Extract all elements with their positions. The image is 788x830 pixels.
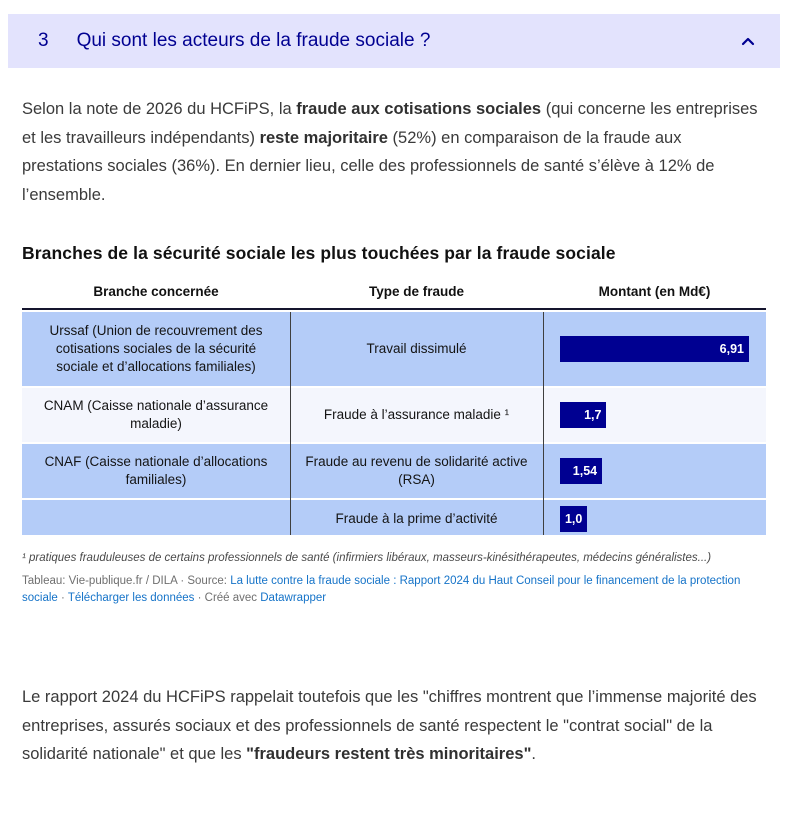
datawrapper-link[interactable]: Datawrapper	[260, 592, 327, 604]
column-header-type: Type de fraude	[368, 284, 465, 299]
bar	[560, 458, 602, 484]
accordion-header[interactable]	[8, 14, 780, 68]
closing-text: Le rapport 2024 du HCFiPS rappelait toutefois que les "chiffres montrent que l’immense majorité des entreprises, assurés sociaux et des professionnels de santé respectent le "contrat social" de la solidarité nationale" et que les	[22, 688, 757, 763]
bar-track	[560, 458, 749, 484]
table-body	[22, 312, 766, 535]
table-row	[22, 386, 766, 442]
cell-branche: CNAF (Caisse nationale d’allocations familiales)	[44, 454, 268, 487]
chart-title: Branches de la sécurité sociale les plus touchées par la fraude sociale	[22, 243, 616, 263]
table-row	[22, 498, 766, 535]
section-title: Qui sont les acteurs de la fraude sociale ?	[76, 30, 431, 51]
cell-branche: Urssaf (Union de recouvrement des cotisations sociales de la sécurité sociale et d’allocations familiales)	[49, 323, 263, 374]
datawrapper-chart	[22, 243, 766, 607]
download-data-link[interactable]: Télécharger les données	[67, 592, 195, 604]
closing-bold-fraudeurs: "fraudeurs restent très minoritaires"	[246, 745, 532, 763]
cell-type: Fraude à l’assurance maladie ¹	[323, 407, 510, 422]
column-header-branche: Branche concernée	[93, 284, 219, 299]
bar	[560, 336, 749, 362]
cell-branche: CNAM (Caisse nationale d’assurance maladie)	[43, 398, 269, 431]
section-number: 3	[38, 30, 49, 51]
bar-track	[560, 506, 749, 532]
column-header-montant: Montant (en Md€)	[598, 284, 711, 299]
cell-montant	[543, 444, 766, 498]
bar-track	[560, 336, 749, 362]
bar-track	[560, 402, 749, 428]
intro-text: (qui concerne les entreprises et les travailleurs indépendants)	[22, 100, 758, 147]
cell-type: Fraude au revenu de solidarité active (RSA)	[305, 454, 528, 487]
column-divider	[543, 312, 544, 535]
closing-text: .	[531, 745, 537, 763]
bar-value-label: 6,91	[719, 342, 744, 356]
collapse-button[interactable]	[738, 31, 758, 51]
cell-montant	[543, 312, 766, 386]
intro-bold-majoritaire: reste majoritaire	[259, 128, 388, 147]
bar-value-label: 1,0	[564, 512, 583, 526]
source-link[interactable]: La lutte contre la fraude sociale : Rapport 2024 du Haut Conseil pour le financement de la protection sociale	[22, 575, 741, 604]
bar-value-label: 1,54	[572, 464, 598, 478]
chevron-up-icon	[741, 37, 755, 46]
cell-type: Travail dissimulé	[366, 341, 467, 356]
bar	[560, 402, 606, 428]
attribution	[22, 573, 766, 607]
bar	[560, 506, 587, 532]
table-header-row	[22, 284, 766, 310]
intro-paragraph	[22, 95, 766, 209]
column-divider	[290, 312, 291, 535]
intro-bold-cotisations: fraude aux cotisations sociales	[296, 100, 542, 118]
cell-montant	[543, 500, 766, 538]
intro-text: Selon la note de 2026 du HCFiPS, la	[22, 100, 297, 118]
cell-branche	[22, 500, 290, 538]
intro-text: (52%) en comparaison de la fraude aux prestations sociales (36%). En dernier lieu, celle des professionnels de santé s’élève à 12% de l’ensemble.	[22, 128, 715, 204]
attribution-prefix: Tableau: Vie-publique.fr / DILA · Source:	[22, 575, 231, 587]
bar-value-label: 1,7	[584, 408, 602, 422]
attribution-separator: · Créé avec	[194, 592, 261, 604]
table-row	[22, 312, 766, 386]
cell-montant	[543, 388, 766, 442]
cell-type: Fraude à la prime d’activité	[335, 511, 498, 526]
footnote: ¹ pratiques frauduleuses de certains professionnels de santé (infirmiers libéraux, masseurs-kinésithérapeutes, médecins généralistes...)	[22, 552, 712, 564]
table-row	[22, 442, 766, 498]
attribution-separator: ·	[57, 592, 68, 604]
closing-paragraph	[22, 683, 766, 769]
